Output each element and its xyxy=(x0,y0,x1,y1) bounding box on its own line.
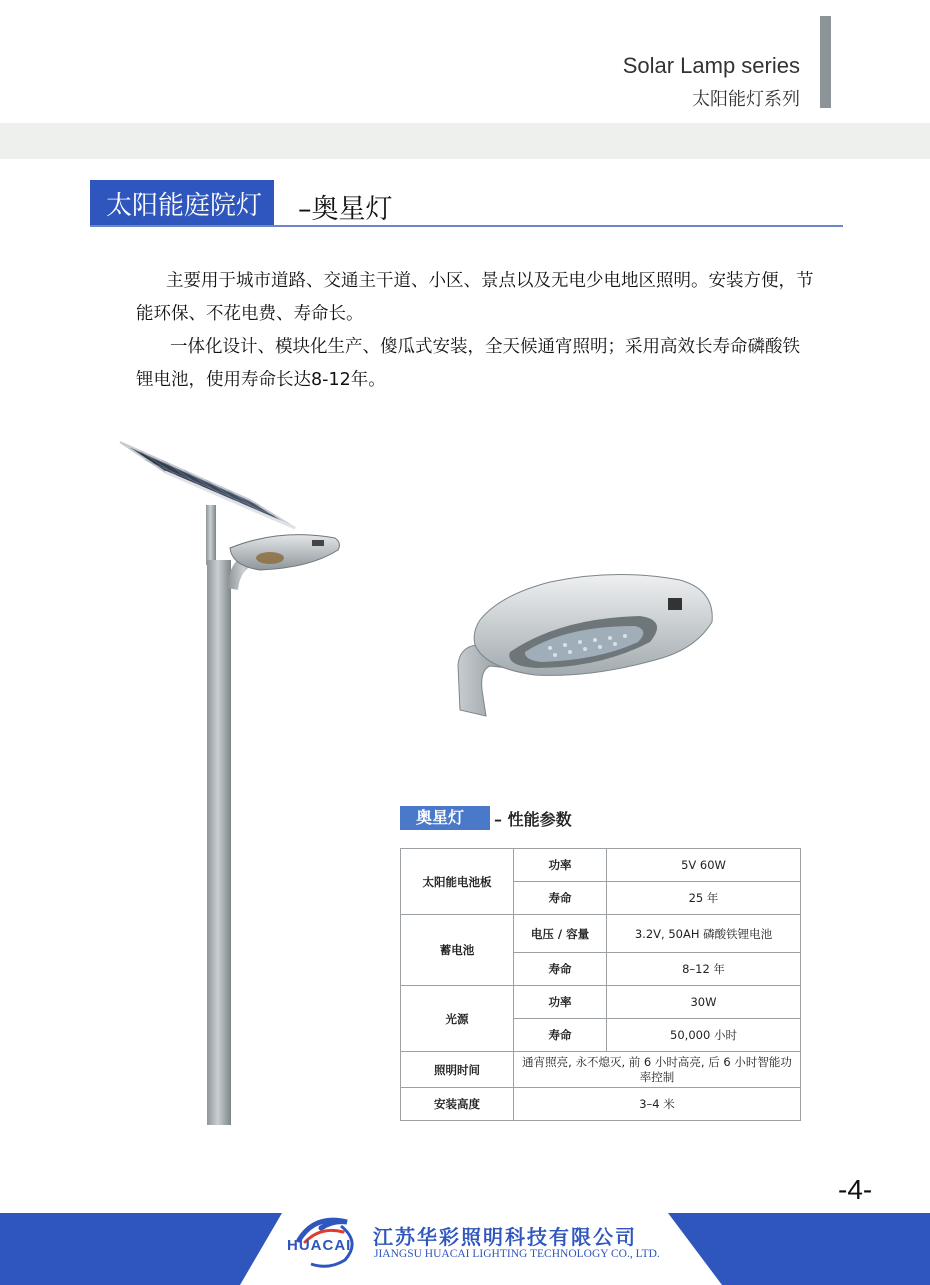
company-name-cn: 江苏华彩照明科技有限公司 xyxy=(373,1225,637,1249)
spec-heading xyxy=(400,806,572,830)
solar-street-lamp-image xyxy=(110,430,360,1130)
spec-category: 安装高度 xyxy=(401,1088,514,1121)
spec-value: 5V 60W xyxy=(607,849,801,882)
spec-category: 太阳能电池板 xyxy=(401,849,514,915)
header-band xyxy=(0,123,930,159)
table-row xyxy=(401,849,801,882)
spec-value: 3.2V, 50AH 磷酸铁锂电池 xyxy=(607,915,801,953)
series-title-en: Solar Lamp series xyxy=(622,53,800,78)
company-name-en: JIANGSU HUACAI LIGHTING TECHNOLOGY CO., LTD. xyxy=(374,1248,660,1260)
spec-value: 8–12 年 xyxy=(607,953,801,986)
spec-label: 功率 xyxy=(514,849,607,882)
spec-heading-suffix: – 性能参数 xyxy=(494,809,572,829)
spec-category: 光源 xyxy=(401,986,514,1052)
spec-label: 寿命 xyxy=(514,953,607,986)
spec-value: 通宵照亮, 永不熄灭, 前 6 小时高亮, 后 6 小时智能功率控制 xyxy=(514,1052,801,1088)
spec-table xyxy=(400,848,801,1121)
section-title-block xyxy=(90,180,274,226)
series-title-cn: 太阳能灯系列 xyxy=(692,89,800,110)
spec-value: 30W xyxy=(607,986,801,1019)
intro-paragraph-1: 主要用于城市道路、交通主干道、小区、景点以及无电少电地区照明。安装方便，节能环保、不花电费、寿命长。 xyxy=(136,271,814,324)
lamp-fixture-image xyxy=(440,560,730,730)
spec-value: 50,000 小时 xyxy=(607,1019,801,1052)
table-row xyxy=(401,915,801,953)
table-row xyxy=(401,1052,801,1088)
spec-label: 寿命 xyxy=(514,882,607,915)
intro-paragraph-2: 一体化设计、模块化生产、傻瓜式安装，全天候通宵照明；采用高效长寿命磷酸铁锂电池，使用寿命长达8-12年。 xyxy=(136,337,800,390)
page-number: -4- xyxy=(838,1174,873,1205)
title-underline xyxy=(90,225,843,227)
section-title: 太阳能庭院灯 xyxy=(106,190,263,221)
spec-category: 蓄电池 xyxy=(401,915,514,986)
spec-label: 电压 / 容量 xyxy=(514,915,607,953)
spec-category: 照明时间 xyxy=(401,1052,514,1088)
huacai-logo xyxy=(285,1212,365,1274)
spec-label: 功率 xyxy=(514,986,607,1019)
logo-text: HUACAI xyxy=(287,1237,352,1254)
section-subtitle: –奥星灯 xyxy=(298,194,393,225)
spec-label: 寿命 xyxy=(514,1019,607,1052)
intro-text xyxy=(136,265,816,397)
spec-value: 3–4 米 xyxy=(514,1088,801,1121)
table-row xyxy=(401,986,801,1019)
table-row xyxy=(401,1088,801,1121)
spec-heading-badge: 奥星灯 xyxy=(400,806,490,830)
header-accent-bar xyxy=(820,16,831,108)
spec-value: 25 年 xyxy=(607,882,801,915)
